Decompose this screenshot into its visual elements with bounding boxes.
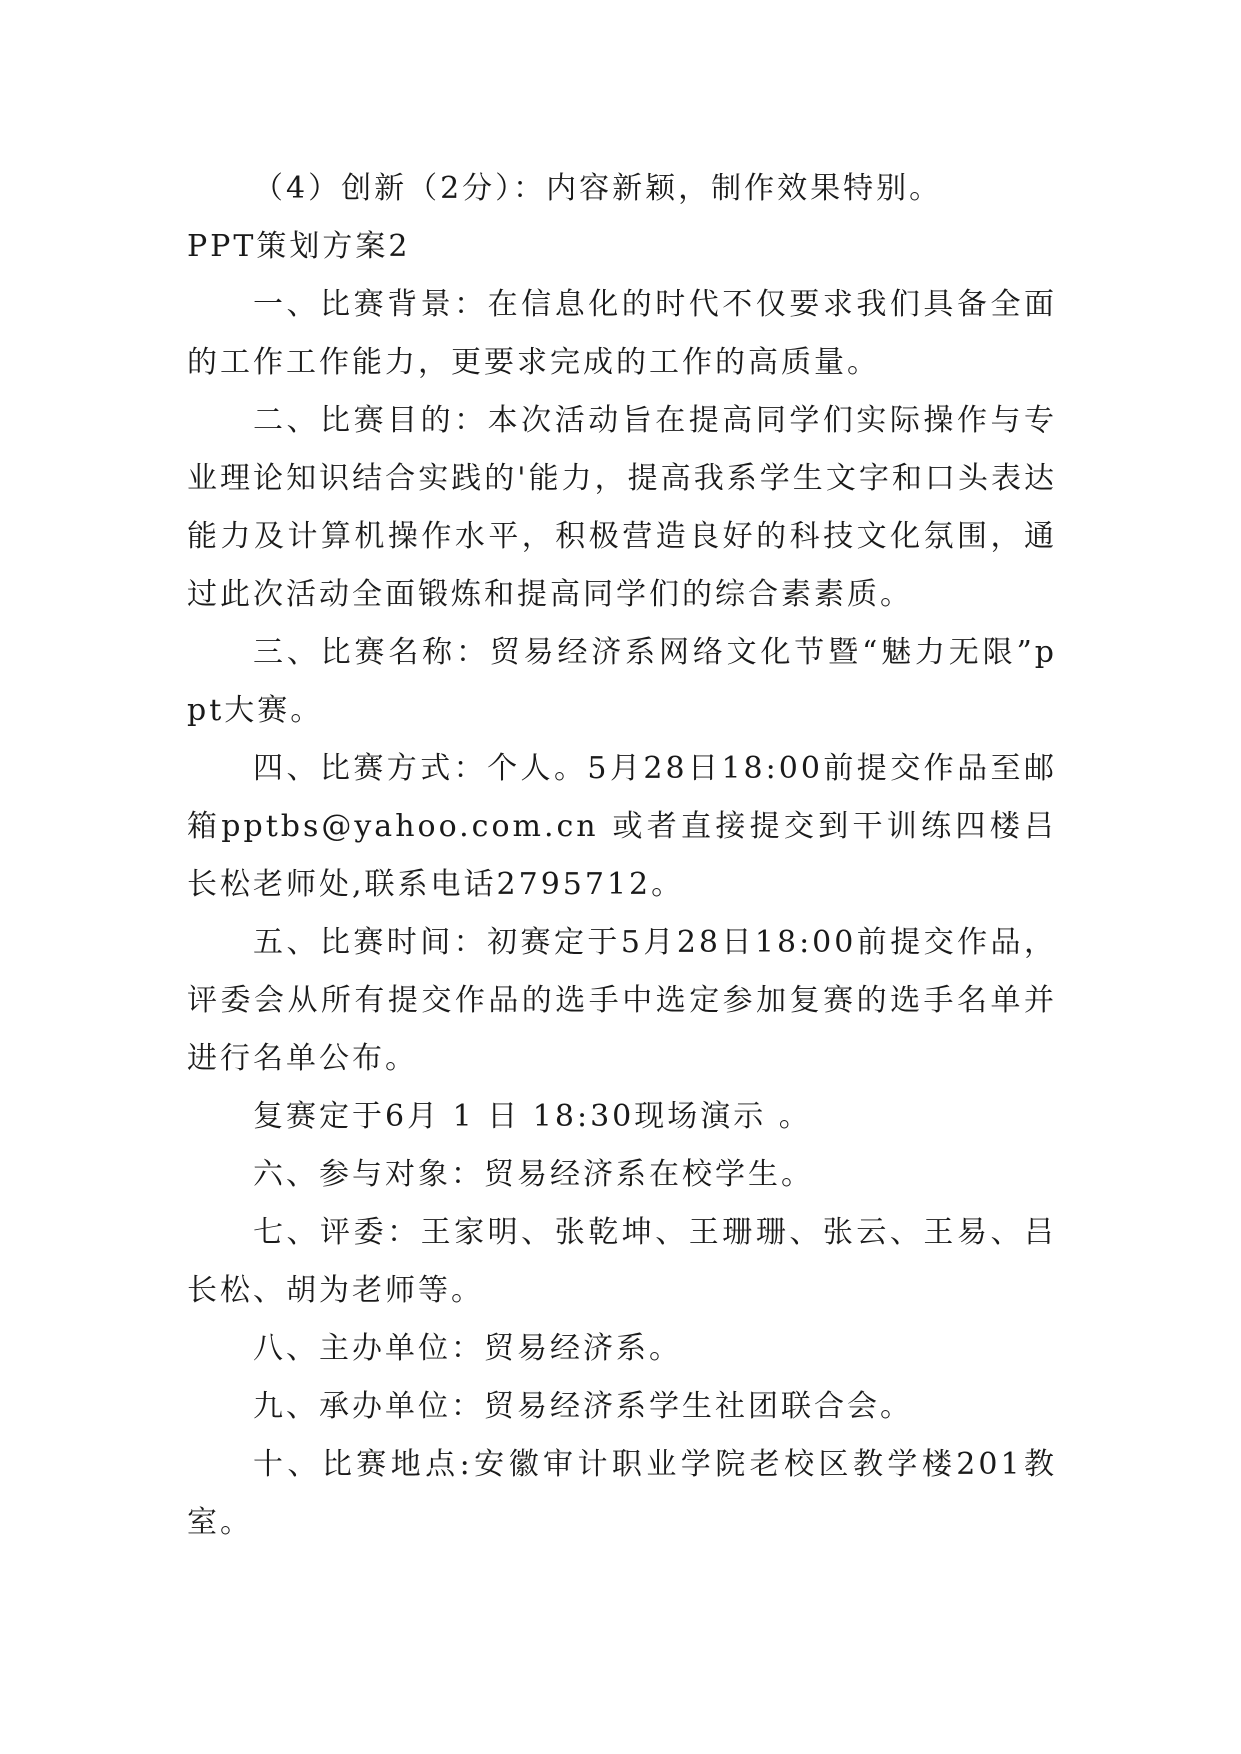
paragraph-name: 三、比赛名称：贸易经济系网络文化节暨“魅力无限”ppt大赛。: [187, 635, 1057, 728]
paragraph-time: 五、比赛时间：初赛定于5月28日18:00前提交作品，评委会从所有提交作品的选手中选定参加复赛的选手名单并进行名单公布。: [187, 925, 1057, 1076]
paragraph-innovation-criterion: （4）创新（2分）：内容新颖，制作效果特别。: [253, 171, 943, 206]
paragraph-method: 四、比赛方式：个人。5月28日18:00前提交作品至邮箱pptbs@yahoo.com.cn 或者直接提交到干训练四楼吕长松老师处,联系电话2795712。: [187, 751, 1057, 902]
paragraph-judges: 七、评委：王家明、张乾坤、王珊珊、张云、王易、吕长松、胡为老师等。: [187, 1215, 1057, 1308]
paragraph-background: 一、比赛背景：在信息化的时代不仅要求我们具备全面的工作工作能力，更要求完成的工作的高质量。: [187, 287, 1057, 380]
paragraph-participants: 六、参与对象：贸易经济系在校学生。: [253, 1157, 814, 1192]
document-body: [187, 160, 1057, 1552]
paragraph-purpose: 二、比赛目的：本次活动旨在提高同学们实际操作与专业理论知识结合实践的'能力，提高我系学生文字和口头表达能力及计算机操作水平，积极营造良好的科技文化氛围，通过此次活动全面锻炼和提高同学们的综合素素质。: [187, 403, 1057, 612]
section-heading-ppt-plan-2: PPT策划方案2: [187, 229, 411, 264]
paragraph-final-round: 复赛定于6月 1 日 18:30现场演示 。: [253, 1099, 812, 1134]
paragraph-organizer: 八、主办单位：贸易经济系。: [253, 1331, 682, 1366]
paragraph-venue: 十、比赛地点:安徽审计职业学院老校区教学楼201教室。: [187, 1447, 1057, 1540]
paragraph-host: 九、承办单位：贸易经济系学生社团联合会。: [253, 1389, 913, 1424]
